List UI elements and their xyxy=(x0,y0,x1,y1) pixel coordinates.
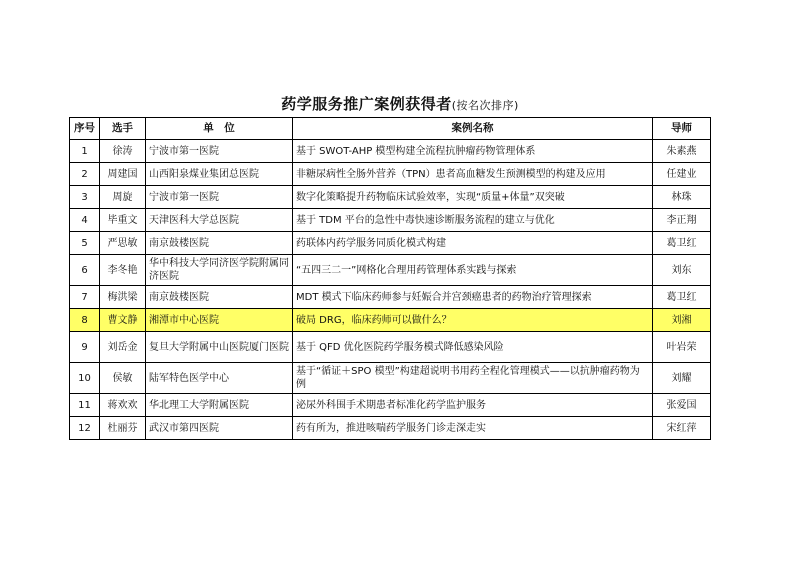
cell-mentor: 叶岩荣 xyxy=(653,332,711,363)
title-sub: (按名次排序) xyxy=(451,99,519,112)
cell-name: 毕重文 xyxy=(100,209,146,232)
header-no: 序号 xyxy=(70,118,100,140)
cell-no: 4 xyxy=(70,209,100,232)
cell-name: 周建国 xyxy=(100,163,146,186)
cell-mentor: 宋红萍 xyxy=(653,417,711,440)
table-row xyxy=(70,417,711,440)
cell-mentor: 刘湘 xyxy=(653,309,711,332)
cell-mentor: 张爱国 xyxy=(653,394,711,417)
cell-name: 周旋 xyxy=(100,186,146,209)
cell-case: “五四三二一”网格化合理用药管理体系实践与探索 xyxy=(293,255,653,286)
cell-name: 梅洪梁 xyxy=(100,286,146,309)
cell-case: 药联体内药学服务同质化模式构建 xyxy=(293,232,653,255)
cell-unit: 陆军特色医学中心 xyxy=(146,363,293,394)
cell-case: 基于“循证＋SPO 模型”构建超说明书用药全程化管理模式——以抗肿瘤药物为例 xyxy=(293,363,653,394)
cell-no: 3 xyxy=(70,186,100,209)
cell-unit: 华北理工大学附属医院 xyxy=(146,394,293,417)
cell-name: 刘岳金 xyxy=(100,332,146,363)
cell-unit: 南京鼓楼医院 xyxy=(146,286,293,309)
cell-mentor: 葛卫红 xyxy=(653,232,711,255)
table-row xyxy=(70,163,711,186)
cell-case: 基于 SWOT-AHP 模型构建全流程抗肿瘤药物管理体系 xyxy=(293,140,653,163)
cell-mentor: 葛卫红 xyxy=(653,286,711,309)
cell-name: 蒋欢欢 xyxy=(100,394,146,417)
table-row xyxy=(70,140,711,163)
header-case: 案例名称 xyxy=(293,118,653,140)
cell-unit: 武汉市第四医院 xyxy=(146,417,293,440)
table-row xyxy=(70,255,711,286)
cell-case: 数字化策略提升药物临床试验效率，实现“质量+体量”双突破 xyxy=(293,186,653,209)
cell-name: 侯敏 xyxy=(100,363,146,394)
cell-unit: 山西阳泉煤业集团总医院 xyxy=(146,163,293,186)
cell-case: 非糖尿病性全肠外营养（TPN）患者高血糖发生预测模型的构建及应用 xyxy=(293,163,653,186)
table-row xyxy=(70,186,711,209)
header-unit: 单 位 xyxy=(146,118,293,140)
cell-mentor: 任建业 xyxy=(653,163,711,186)
awardees-table xyxy=(69,117,711,440)
cell-no: 12 xyxy=(70,417,100,440)
header-name: 选手 xyxy=(100,118,146,140)
cell-no: 11 xyxy=(70,394,100,417)
cell-unit: 南京鼓楼医院 xyxy=(146,232,293,255)
cell-case: 基于 TDM 平台的急性中毒快速诊断服务流程的建立与优化 xyxy=(293,209,653,232)
table-row xyxy=(70,332,711,363)
cell-mentor: 刘耀 xyxy=(653,363,711,394)
cell-mentor: 刘东 xyxy=(653,255,711,286)
cell-no: 5 xyxy=(70,232,100,255)
cell-unit: 宁波市第一医院 xyxy=(146,186,293,209)
cell-case: 基于 QFD 优化医院药学服务模式降低感染风险 xyxy=(293,332,653,363)
cell-unit: 湘潭市中心医院 xyxy=(146,309,293,332)
table-row xyxy=(70,286,711,309)
cell-mentor: 李正翔 xyxy=(653,209,711,232)
cell-name: 李冬艳 xyxy=(100,255,146,286)
cell-name: 徐涛 xyxy=(100,140,146,163)
cell-no: 1 xyxy=(70,140,100,163)
cell-case: 泌尿外科围手术期患者标准化药学监护服务 xyxy=(293,394,653,417)
table-row xyxy=(70,394,711,417)
cell-no: 6 xyxy=(70,255,100,286)
cell-unit: 天津医科大学总医院 xyxy=(146,209,293,232)
table-header-row xyxy=(70,118,711,140)
title-main: 药学服务推广案例获得者 xyxy=(281,95,452,113)
cell-no: 2 xyxy=(70,163,100,186)
cell-mentor: 林珠 xyxy=(653,186,711,209)
cell-case: MDT 模式下临床药师参与妊娠合并宫颈癌患者的药物治疗管理探索 xyxy=(293,286,653,309)
header-mentor: 导师 xyxy=(653,118,711,140)
cell-name: 严思敏 xyxy=(100,232,146,255)
cell-case: 破局 DRG，临床药师可以做什么？ xyxy=(293,309,653,332)
cell-no: 9 xyxy=(70,332,100,363)
cell-no: 10 xyxy=(70,363,100,394)
cell-no: 8 xyxy=(70,309,100,332)
table-row xyxy=(70,363,711,394)
cell-mentor: 朱素燕 xyxy=(653,140,711,163)
cell-case: 药有所为，推进咳喘药学服务门诊走深走实 xyxy=(293,417,653,440)
table-row xyxy=(70,209,711,232)
cell-unit: 宁波市第一医院 xyxy=(146,140,293,163)
cell-unit: 复旦大学附属中山医院厦门医院 xyxy=(146,332,293,363)
cell-unit: 华中科技大学同济医学院附属同济医院 xyxy=(146,255,293,286)
cell-name: 曹文静 xyxy=(100,309,146,332)
table-row xyxy=(70,232,711,255)
cell-no: 7 xyxy=(70,286,100,309)
cell-name: 杜丽芬 xyxy=(100,417,146,440)
page-title xyxy=(0,93,800,114)
table-row-highlighted xyxy=(70,309,711,332)
